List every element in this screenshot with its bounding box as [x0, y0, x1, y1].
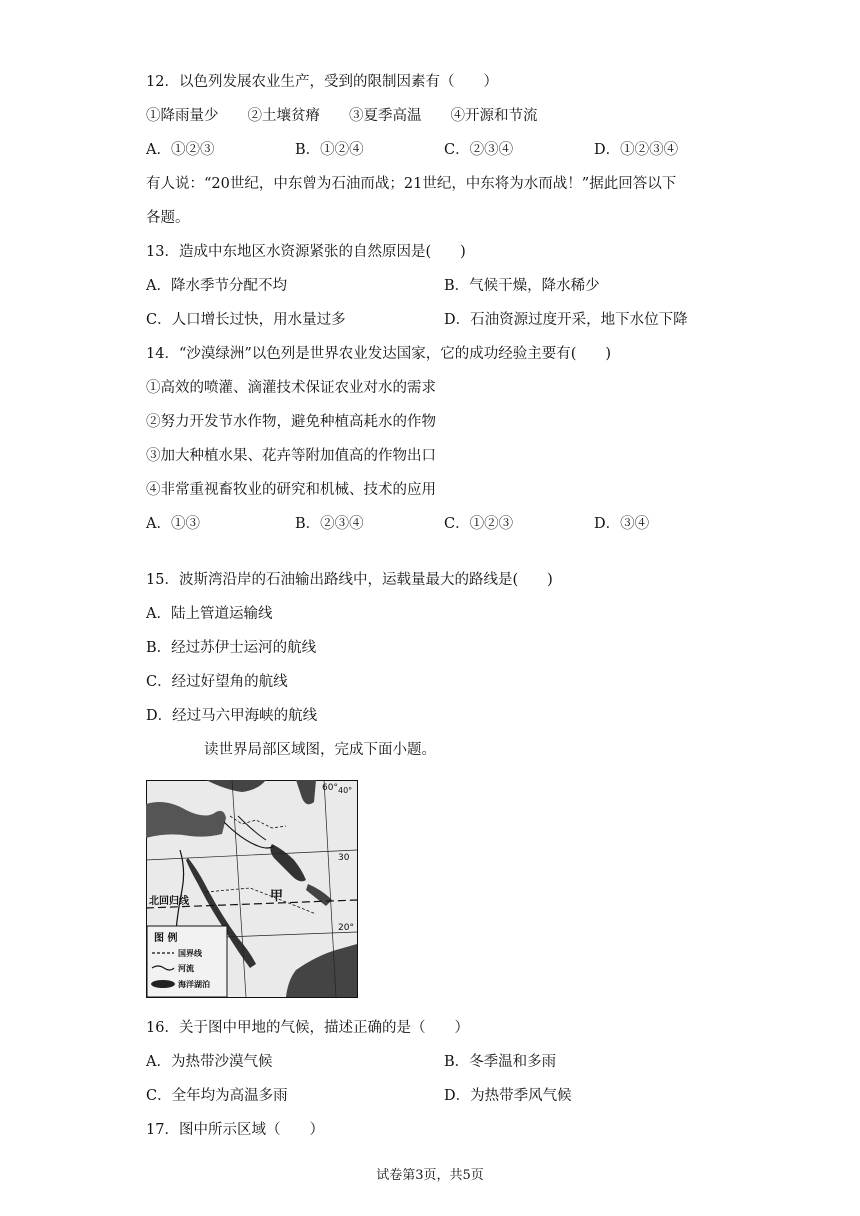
region-map — [146, 780, 358, 998]
q14-option-c: C．①②③ — [444, 516, 514, 532]
q15-option-a: A．陆上管道运输线 — [146, 606, 273, 622]
q13-stem: 13．造成中东地区水资源紧张的自然原因是( ) — [146, 244, 466, 260]
map-tropic-label: 北回归线 — [149, 896, 189, 907]
map-lon-40-label: 40° — [338, 786, 353, 795]
q14-item-3: ③加大种植水果、花卉等附加值高的作物出口 — [146, 448, 436, 464]
page-footer: 试卷第3页，共5页 — [376, 1168, 484, 1183]
q14-item-1: ①高效的喷灌、滴灌技术保证农业对水的需求 — [146, 380, 436, 396]
q14-option-a: A．①③ — [146, 516, 200, 532]
legend-title: 图 例 — [154, 933, 178, 944]
q14-stem: 14．“沙漠绿洲”以色列是世界农业发达国家，它的成功经验主要有( ) — [146, 346, 612, 362]
q14-option-d: D．③④ — [594, 516, 650, 532]
q12-option-a: A．①②③ — [146, 142, 215, 158]
intro-line-2: 各题。 — [146, 210, 190, 226]
q15-stem: 15．波斯湾沿岸的石油输出路线中，运载量最大的路线是( ) — [146, 572, 553, 588]
map-intro: 读世界局部区域图，完成下面小题。 — [204, 742, 436, 758]
intro-line-1: 有人说：“20世纪，中东曾为石油而战；21世纪，中东将为水而战！”据此回答以下 — [146, 176, 677, 192]
q13-option-b: B．气候干燥，降水稀少 — [444, 278, 600, 294]
legend-border: 国界线 — [178, 949, 202, 958]
q14-item-4: ④非常重视畜牧业的研究和机械、技术的应用 — [146, 482, 436, 498]
q13-option-d: D．石油资源过度开采，地下水位下降 — [444, 312, 688, 328]
q17-stem: 17．图中所示区域（ ） — [146, 1122, 324, 1138]
map-lat-30-label: 30 — [338, 853, 350, 863]
q13-option-a: A．降水季节分配不均 — [146, 278, 287, 294]
map-point-jia-label: 甲 — [270, 889, 284, 904]
q16-option-d: D．为热带季风气候 — [444, 1088, 572, 1104]
q16-option-c: C．全年均为高温多雨 — [146, 1088, 288, 1104]
legend-ocean-lake: 海洋湖泊 — [178, 980, 210, 989]
q12-items: ①降雨量少 ②土壤贫瘠 ③夏季高温 ④开源和节流 — [146, 108, 538, 124]
legend-river: 河流 — [178, 964, 194, 973]
q14-item-2: ②努力开发节水作物，避免种植高耗水的作物 — [146, 414, 436, 430]
q15-option-c: C．经过好望角的航线 — [146, 674, 288, 690]
q13-option-c: C．人口增长过快，用水量过多 — [146, 312, 346, 328]
q14-option-b: B．②③④ — [295, 516, 364, 532]
map-lat-20-label: 20° — [338, 923, 354, 933]
q15-option-b: B．经过苏伊士运河的航线 — [146, 640, 317, 656]
q12-option-d: D．①②③④ — [594, 142, 679, 158]
map-lon-60-label: 60° — [322, 783, 338, 793]
q12-stem: 12．以色列发展农业生产，受到的限制因素有（ ） — [146, 74, 498, 90]
q12-option-c: C．②③④ — [444, 142, 514, 158]
q15-option-d: D．经过马六甲海峡的航线 — [146, 708, 318, 724]
q16-stem: 16．关于图中甲地的气候，描述正确的是（ ） — [146, 1020, 469, 1036]
q16-option-a: A．为热带沙漠气候 — [146, 1054, 273, 1070]
q12-option-b: B．①②④ — [295, 142, 364, 158]
q16-option-b: B．冬季温和多雨 — [444, 1054, 557, 1070]
